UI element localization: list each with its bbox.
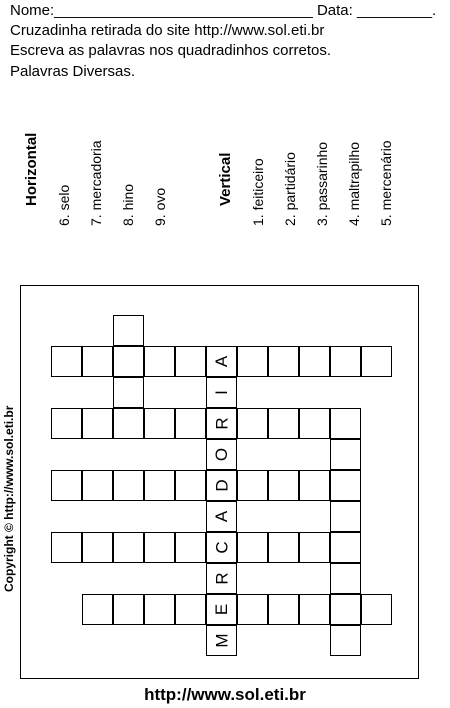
crossword-cell[interactable] <box>51 346 82 377</box>
crossword-cell[interactable] <box>268 346 299 377</box>
crossword-cell[interactable] <box>144 346 175 377</box>
answer-letter: O <box>212 447 232 462</box>
side-copyright: Copyright © http://www.sol.eti.br <box>2 405 16 592</box>
crossword-cell[interactable] <box>330 532 361 563</box>
vertical-clue: 1. feiticeiro <box>250 158 266 226</box>
crossword-cell[interactable] <box>144 470 175 501</box>
crossword-cell[interactable] <box>268 470 299 501</box>
crossword-cell[interactable] <box>299 532 330 563</box>
crossword-cell[interactable] <box>237 470 268 501</box>
crossword-cell[interactable] <box>113 346 144 377</box>
horizontal-clue: 7. mercadoria <box>88 140 104 226</box>
crossword-cell[interactable] <box>330 594 361 625</box>
crossword-cell[interactable] <box>361 594 392 625</box>
crossword-cell[interactable] <box>113 315 144 346</box>
crossword-cell[interactable] <box>144 594 175 625</box>
crossword-cell[interactable] <box>330 563 361 594</box>
crossword-cell[interactable] <box>175 408 206 439</box>
answer-letter: A <box>212 355 232 368</box>
crossword-cell[interactable] <box>330 346 361 377</box>
footer-url: http://www.sol.eti.br <box>144 685 306 704</box>
crossword-cell[interactable] <box>268 408 299 439</box>
crossword-cell[interactable] <box>175 532 206 563</box>
crossword-cell[interactable] <box>113 532 144 563</box>
crossword-cell[interactable] <box>175 470 206 501</box>
crossword-cell[interactable] <box>330 625 361 656</box>
horizontal-title: Horizontal <box>23 132 40 206</box>
vertical-clue: 5. mercenário <box>378 140 394 226</box>
crossword-cell[interactable] <box>82 408 113 439</box>
crossword-cell[interactable] <box>299 470 330 501</box>
crossword-cell[interactable] <box>113 470 144 501</box>
crossword-cell[interactable] <box>175 594 206 625</box>
subtitle-line: Palavras Diversas. <box>10 63 136 80</box>
answer-letter: M <box>212 633 232 648</box>
crossword-cell[interactable] <box>51 408 82 439</box>
crossword-cell[interactable] <box>82 532 113 563</box>
crossword-cell[interactable] <box>330 439 361 470</box>
crossword-cell[interactable] <box>144 532 175 563</box>
crossword-cell[interactable] <box>268 532 299 563</box>
horizontal-clue: 6. selo <box>56 184 72 226</box>
vertical-clue: 3. passarinho <box>314 141 330 226</box>
answer-letter: R <box>212 572 232 585</box>
vertical-clue: 4. maltrapilho <box>346 141 362 226</box>
answer-letter: E <box>212 603 232 616</box>
crossword-cell[interactable] <box>51 532 82 563</box>
instruction-line: Escreva as palavras nos quadradinhos corretos. <box>10 42 332 59</box>
crossword-cell[interactable] <box>51 470 82 501</box>
crossword-cell[interactable] <box>82 594 113 625</box>
answer-letter: I <box>211 390 231 395</box>
crossword-cell[interactable] <box>330 501 361 532</box>
crossword-cell[interactable] <box>82 470 113 501</box>
crossword-cell[interactable] <box>299 408 330 439</box>
answer-letter: R <box>212 417 232 430</box>
crossword-cell[interactable] <box>113 377 144 408</box>
crossword-cell[interactable] <box>330 470 361 501</box>
answer-letter: A <box>212 510 232 523</box>
source-line: Cruzadinha retirada do site http://www.sol.eti.br <box>10 22 325 39</box>
crossword-cell[interactable] <box>330 408 361 439</box>
crossword-cell[interactable] <box>268 594 299 625</box>
crossword-cell[interactable] <box>175 346 206 377</box>
crossword-cell[interactable] <box>237 594 268 625</box>
crossword-cell[interactable] <box>361 346 392 377</box>
answer-letter: C <box>212 541 232 554</box>
answer-letter: D <box>212 479 232 492</box>
crossword-cell[interactable] <box>237 408 268 439</box>
horizontal-clue: 9. ovo <box>152 187 168 226</box>
name-date-line: Nome:_______________________________ Data: _________. <box>10 2 437 19</box>
crossword-cell[interactable] <box>144 408 175 439</box>
crossword-cell[interactable] <box>82 346 113 377</box>
crossword-cell[interactable] <box>299 346 330 377</box>
crossword-cell[interactable] <box>299 594 330 625</box>
horizontal-clue: 8. hino <box>120 183 136 226</box>
crossword-cell[interactable] <box>237 532 268 563</box>
crossword-cell[interactable] <box>113 408 144 439</box>
vertical-title: Vertical <box>217 152 234 206</box>
vertical-clue: 2. partidário <box>282 152 298 226</box>
crossword-cell[interactable] <box>113 594 144 625</box>
crossword-cell[interactable] <box>237 346 268 377</box>
